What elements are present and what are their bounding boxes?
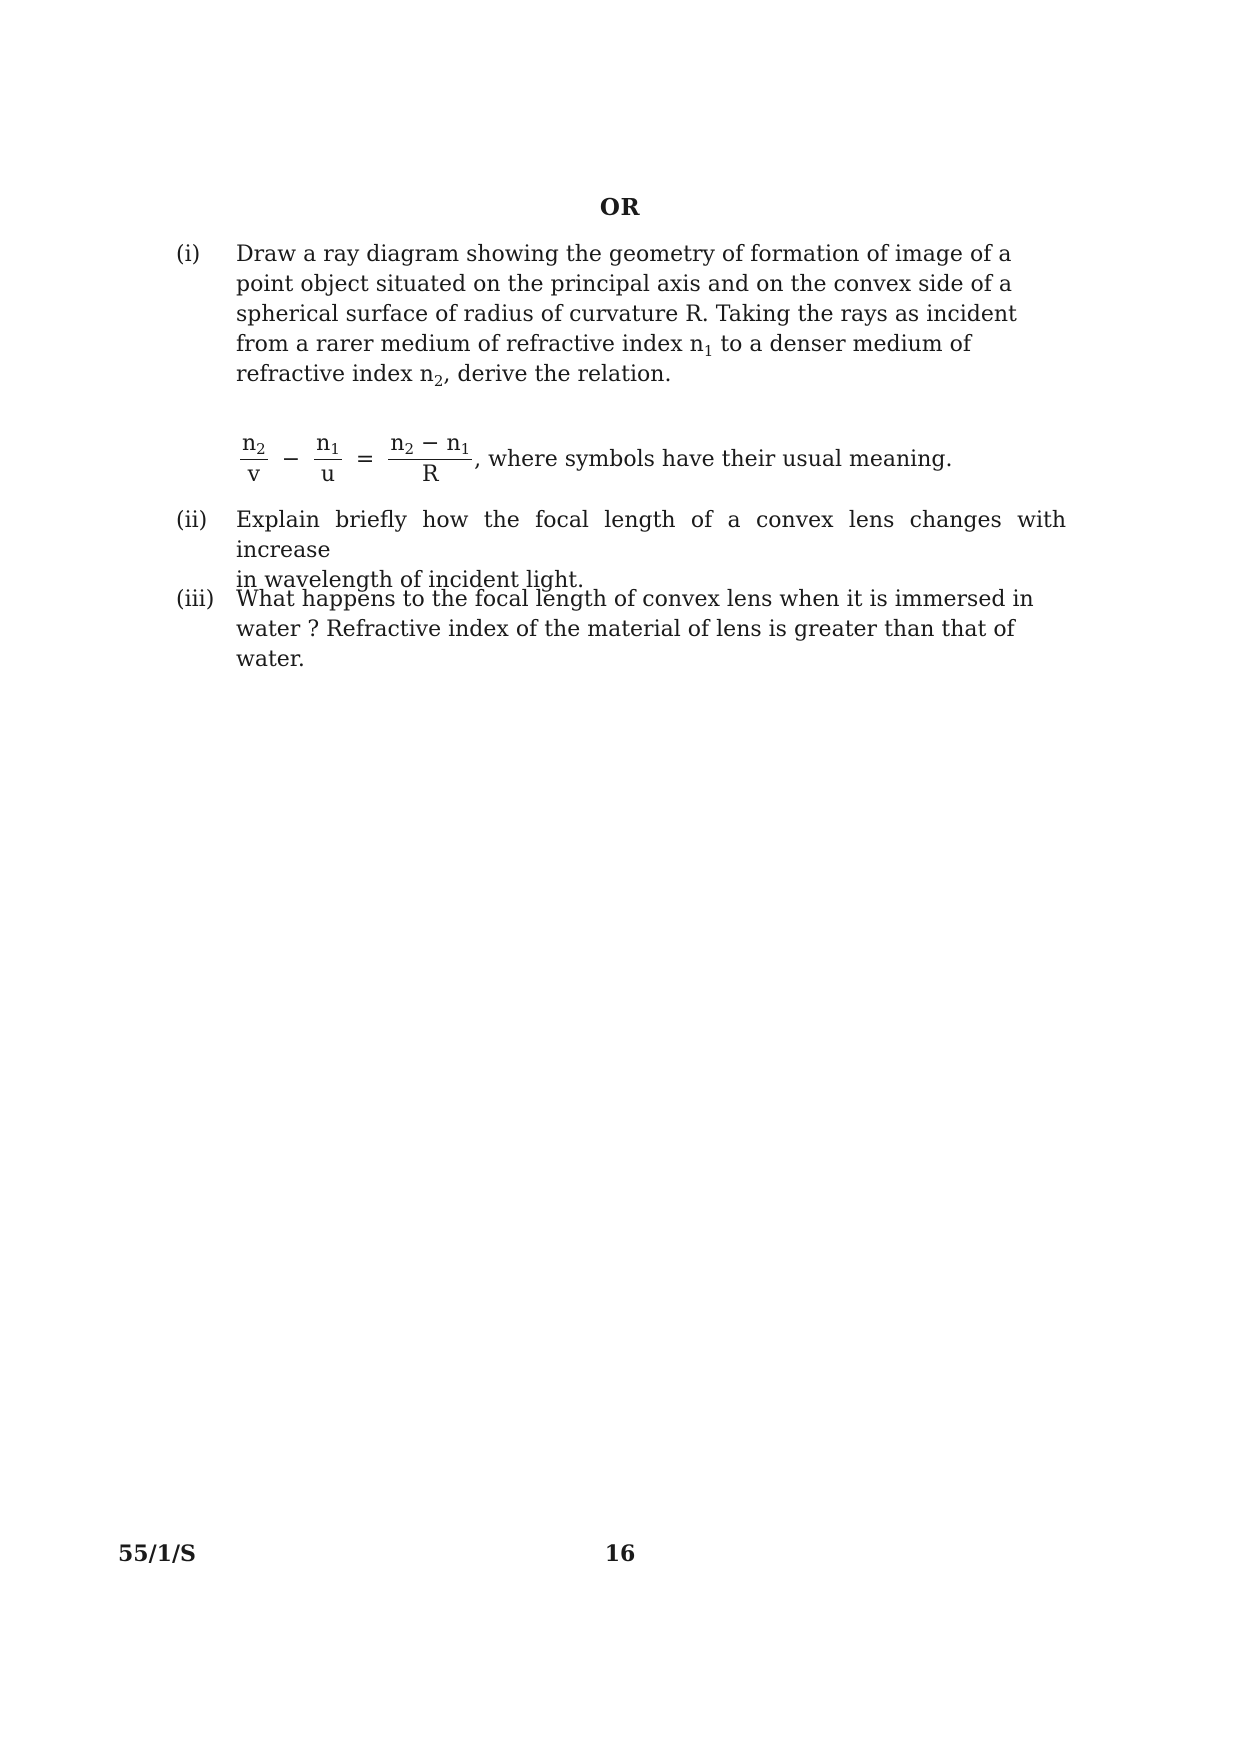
fraction-n1-over-u xyxy=(314,431,342,488)
subscript: 2 xyxy=(404,439,415,458)
text-line: in wavelength of incident light. xyxy=(236,568,585,593)
symbol: n xyxy=(316,430,331,456)
text-line: What happens to the focal length of convex lens when it is immersed in xyxy=(236,587,1034,612)
minus-sign: − xyxy=(414,430,447,456)
text-line xyxy=(236,330,1066,360)
fraction-n2-minus-n1-over-r xyxy=(388,431,472,488)
denominator: v xyxy=(247,461,261,487)
symbol: n xyxy=(242,430,257,456)
text-line xyxy=(236,360,1066,390)
subscript: 2 xyxy=(256,439,266,458)
minus-sign: − xyxy=(281,446,301,472)
numerator xyxy=(314,431,342,460)
text-line: Explain briefly how the focal length of a convex lens changes with increase xyxy=(236,508,1066,563)
subscript: 1 xyxy=(460,439,471,458)
part-text xyxy=(236,585,1066,675)
denominator: R xyxy=(421,461,439,487)
symbol: n xyxy=(390,430,405,456)
text-fragment: to a denser medium of xyxy=(713,332,972,357)
text-line: water ? Refractive index of the material of lens is greater than that of xyxy=(236,617,1015,642)
text-line: Draw a ray diagram showing the geometry of formation of image of a xyxy=(236,242,1012,267)
paper-code: 55/1/S xyxy=(118,1541,196,1567)
text-fragment: from a rarer medium of refractive index n xyxy=(236,332,704,357)
part-text xyxy=(236,506,1066,596)
subscript: 2 xyxy=(433,372,444,390)
text-line: point object situated on the principal axis and on the convex side of a xyxy=(236,272,1013,297)
text-line: spherical surface of radius of curvature R. Taking the rays as incident xyxy=(236,302,1017,327)
equation-note: , where symbols have their usual meaning. xyxy=(474,446,953,472)
part-number: (i) xyxy=(176,242,201,267)
denominator: u xyxy=(320,461,336,487)
text-fragment: , derive the relation. xyxy=(443,362,672,387)
subscript: 1 xyxy=(330,439,340,458)
fraction-n2-over-v xyxy=(240,431,268,488)
numerator xyxy=(240,431,268,460)
or-separator: OR xyxy=(599,194,641,221)
part-text xyxy=(236,240,1066,390)
part-number: (ii) xyxy=(176,508,208,533)
equals-sign: = xyxy=(355,446,375,472)
page-number: 16 xyxy=(604,1541,636,1567)
symbol: n xyxy=(446,430,461,456)
refraction-equation xyxy=(236,428,952,490)
part-number: (iii) xyxy=(176,587,215,612)
text-line: water. xyxy=(236,647,305,672)
numerator xyxy=(388,431,472,460)
subscript: 1 xyxy=(703,342,714,360)
text-fragment: refractive index n xyxy=(236,362,434,387)
